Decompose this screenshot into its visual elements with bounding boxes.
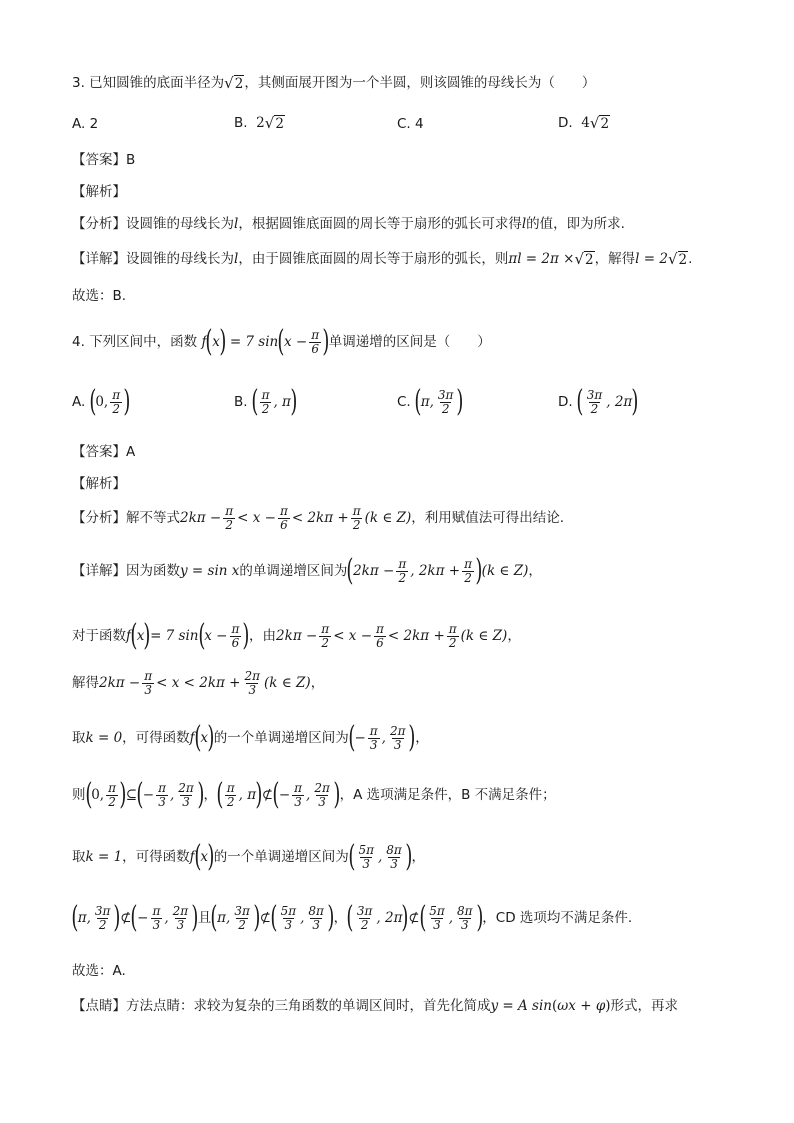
q4-analysis-tag: 【解析】: [72, 476, 126, 492]
q4-xiangjie: 【详解】 因为函数 y = sin x 的单调递增区间为 ( 2kπ − $\frac{\pi}{2}$ , 2kπ + $\frac{\pi}{2}$ ) (k ∈ Z) ，: [72, 553, 542, 588]
q4-line9: 则 ( 0, $\frac{\pi}{2}$ ) ⊆ ( − $\frac{\pi}{3}$ , $\frac{2\pi}{3}$ ) ， ( $\frac{\pi}{2}$ , π ) ⊄ ( − $\frac{\pi}{3}$ , $\frac{2\pi}{3}$ ) ，A 选项满足条件，B 不满足条件；: [72, 777, 556, 812]
q3-choose: 故选：B.: [72, 288, 127, 304]
q3-stem-text: 3. 已知圆锥的底面半径为: [72, 74, 225, 91]
q3-xiangjie: 【详解】 设圆锥的母线长为 l ，由于圆锥底面圆的周长等于扇形的弧长，则 πl = 2π × √ 2 ，解得 l = 2 √ 2 .: [72, 250, 693, 268]
q3-analysis-tag: 【解析】: [72, 184, 126, 200]
q4-line10: 取 k = 1 ，可得函数 f ( x ) 的一个单调递增区间为 ( $\frac{5\pi}{3}$ , $\frac{8\pi}{3}$ ) ，: [72, 839, 426, 874]
q4-line8: 取 k = 0 ，可得函数 f ( x ) 的一个单调递增区间为 ( − $\frac{\pi}{3}$ , $\frac{2\pi}{3}$ ) ，: [72, 720, 429, 755]
q4-line11: ( π, $\frac{3\pi}{2}$ ) ⊄ ( − $\frac{\pi}{3}$ , $\frac{2\pi}{3}$ ) 且 ( π, $\frac{3\pi}{2}$ ) ⊄ ( $\frac{5\pi}{3}$ , $\frac{8\pi}{3}$ ) ， ( $\frac{3\pi}{2}$ , 2π ) ⊄ ( $\frac{5\pi}{3}$ , $\frac{8\pi}{3}$ ) ，CD 选项均不满足条件.: [71, 900, 633, 935]
q4-fenxi: 【分析】 解不等式 2kπ − $\frac{\pi}{2}$ < x − $\frac{\pi}{6}$ < 2kπ + $\frac{\pi}{2}$ (k ∈ Z) ，利用赋值法可得出结论.: [72, 504, 565, 532]
q4-option-d: D. ( $\frac{3\pi}{2}$ , 2π ): [558, 384, 639, 419]
answer-tag: 【答案】: [72, 152, 126, 168]
q4-option-c: C. ( π, $\frac{3\pi}{2}$ ): [397, 384, 464, 419]
q3-option-b: B. 2 √ 2: [234, 114, 284, 132]
q4-line7: 解得 2kπ − $\frac{\pi}{3}$ < x < 2kπ + $\frac{2\pi}{3}$ (k ∈ Z) ，: [72, 669, 325, 697]
q3-stem-text-end: ，其侧面展开图为一个半圆，则该圆锥的母线长为（ ）: [244, 74, 596, 91]
q3-option-d: D. 4 √ 2: [558, 114, 610, 132]
q4-choose: 故选：A.: [72, 963, 126, 979]
q3-option-a: A. 2: [72, 116, 99, 132]
q4-option-b: B. ( $\frac{\pi}{2}$ , π ): [234, 384, 298, 419]
q4-option-a: A. ( 0, $\frac{\pi}{2}$ ): [72, 384, 131, 419]
sqrt-2: √ 2: [224, 74, 244, 92]
q4-dianjing: 【点睛】 方法点睛：求较为复杂的三角函数的单调区间时，首先化简成 y = A sin ( ωx + φ ) 形式，再求: [72, 998, 679, 1014]
q4-answer: 【答案】 A: [72, 444, 136, 460]
q3-option-c: C. 4: [397, 116, 424, 132]
q3-fenxi: 【分析】 设圆锥的母线长为 l ，根据圆锥底面圆的周长等于扇形的弧长可求得 l 的值，即为所求.: [72, 216, 625, 232]
q3-answer: 【答案】 B: [72, 152, 136, 168]
q4-stem: 4. 下列区间中，函数 f ( x ) = 7 sin ( x − $\frac{\pi}{6}$ ) 单调递增的区间是（ ）: [72, 324, 491, 359]
q4-line6: 对于函数 f ( x ) = 7 sin ( x − $\frac{\pi}{6}$ ) ，由 2kπ − $\frac{\pi}{2}$ < x − $\frac{\pi}{6}$ < 2kπ + $\frac{\pi}{2}$ (k ∈ Z) ，: [72, 618, 521, 653]
q3-stem: [72, 74, 595, 92]
